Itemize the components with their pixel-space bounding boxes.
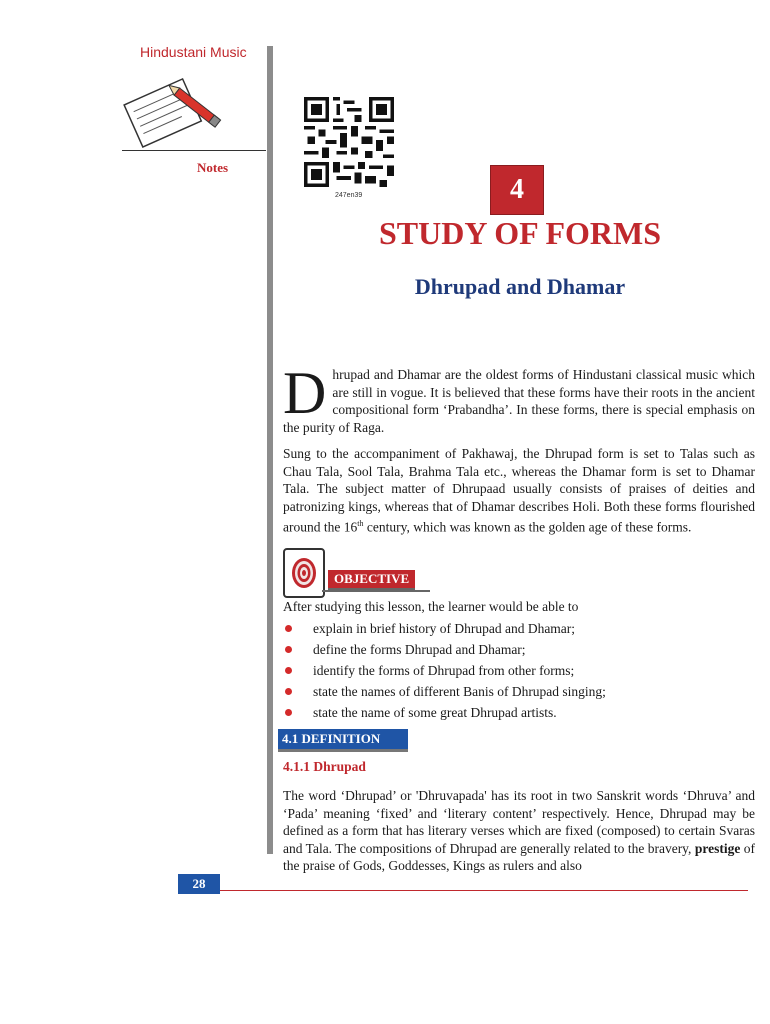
notes-label: Notes [197, 160, 229, 175]
objective-label: OBJECTIVE [328, 570, 415, 590]
margin-rule [267, 46, 273, 854]
list-item-text: state the names of different Banis of Dhrupad singing; [313, 684, 606, 699]
subject-header: Hindustani Music [140, 44, 247, 60]
list-item [283, 660, 755, 681]
section-heading: 4.1 DEFINITION [278, 729, 408, 752]
list-item-text: state the name of some great Dhrupad artists. [313, 705, 557, 720]
list-item [283, 702, 755, 723]
bullet-icon [285, 625, 292, 632]
superscript: th [357, 519, 364, 528]
objective-lead: After studying this lesson, the learner would be able to [283, 599, 579, 614]
history-text-b: century, which was known as the golden age of these forms. [363, 519, 692, 535]
list-item [283, 639, 755, 660]
subsection-heading: 4.1.1 Dhrupad [283, 759, 366, 774]
target-icon [283, 548, 325, 598]
definition-paragraph [283, 787, 755, 875]
qr-code-label: 247en39 [335, 192, 363, 199]
list-item [283, 681, 755, 702]
chapter-subtitle: Dhrupad and Dhamar [414, 274, 626, 299]
list-item-text: identify the forms of Dhrupad from other forms; [313, 663, 575, 678]
bullet-icon [285, 709, 292, 716]
bold-word: prestige [694, 840, 741, 856]
list-item-text: define the forms Dhrupad and Dhamar; [313, 642, 526, 657]
qr-code-icon[interactable] [300, 97, 398, 187]
bullet-icon [285, 646, 292, 653]
definition-text-a: The word ‘Dhrupad’ or 'Dhruvapada' has its root in two Sanskrit words ‘Dhruva’ and ‘Pada’ meaning ‘fixed’ and ‘literary content’ respectively. Hence, Dhrupad may be defined as a form that has literary verses which are fixed (composed) to certain Svaras and Tala. The compositions of Dhrupad are generally related to the bravery, [283, 788, 755, 856]
history-text-a: Sung to the accompaniment of Pakhawaj, the Dhrupad form is set to Talas such as Chau Tala, Sool Tala, Brahma Tala etc., whereas the Dhamar form is set to Dhamar Tala. The subject matter of Dhrupaad usually consists of praises of deities and patronizing kings, whereas that of Dhamar describes Holi. Both these forms flourished around the 16 [283, 446, 755, 535]
footer-rule [220, 890, 748, 891]
list-item-text: explain in brief history of Dhrupad and Dhamar; [313, 621, 576, 636]
intro-paragraph [283, 360, 755, 436]
objective-rule [322, 590, 430, 592]
list-item [283, 618, 755, 639]
notepad-pencil-icon [118, 70, 228, 152]
bullet-icon [285, 688, 292, 695]
notes-divider [122, 150, 266, 151]
chapter-title: STUDY OF FORMS [378, 215, 662, 251]
drop-cap: D [283, 360, 327, 426]
chapter-number: 4 [490, 165, 544, 215]
page-number: 28 [178, 874, 220, 894]
history-paragraph [283, 445, 755, 536]
definition-text-b: of the praise of Gods, Goddesses, Kings as rulers and also [283, 840, 755, 873]
objective-list [283, 618, 755, 723]
bullet-icon [285, 667, 292, 674]
intro-text: hrupad and Dhamar are the oldest forms of Hindustani classical music which are still in vogue. It is believed that these forms have their roots in the ancient compositional form ‘Prabandha’. In these forms, there is special emphasis on the purity of Raga. [283, 367, 755, 435]
